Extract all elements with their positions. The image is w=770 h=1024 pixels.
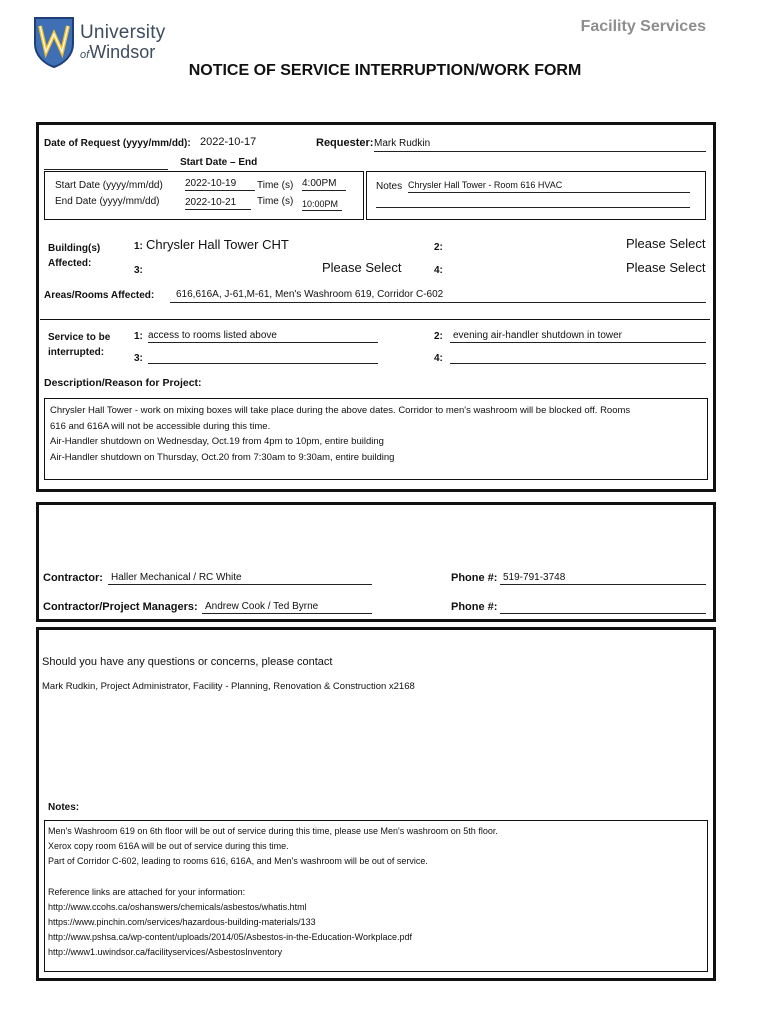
- description-line: 616 and 616A will not be accessible during this time.: [50, 420, 271, 432]
- building-4-select[interactable]: Please Select: [626, 260, 706, 275]
- service-label-2: interrupted:: [48, 347, 105, 358]
- building-2-select[interactable]: Please Select: [626, 236, 706, 251]
- date-of-request-value[interactable]: 2022-10-17: [200, 136, 257, 148]
- contractor-field[interactable]: Haller Mechanical / RC White: [108, 572, 372, 585]
- end-date-label: End Date (yyyy/mm/dd): [55, 196, 160, 207]
- notes-line: Men's Washroom 619 on 6th floor will be out of service during this time, please use Men's washroom on 5th floor.: [48, 826, 498, 836]
- reference-link[interactable]: http://www1.uwindsor.ca/facilityservices/AsbestosInventory: [48, 947, 283, 958]
- service-3-field[interactable]: [148, 351, 378, 364]
- reference-link[interactable]: https://www.pinchin.com/services/hazardous-building-materials/133: [48, 917, 316, 928]
- description-text: [50, 403, 704, 465]
- start-end-heading: Start Date – End: [180, 157, 258, 168]
- notes-heading: Notes:: [48, 802, 80, 813]
- description-line: Chrysler Hall Tower - work on mixing boxes will take place during the above dates. Corridor to men's washroom will be blocked off. Rooms: [50, 405, 631, 416]
- logo-university-text: University: [80, 22, 166, 43]
- end-time-label: Time (s): [257, 196, 294, 207]
- reference-link[interactable]: http://www.pshsa.ca/wp-content/uploads/2014/05/Asbestos-in-the-Education-Workplace.pdf: [48, 932, 413, 943]
- phone-label: Phone #:: [451, 572, 498, 584]
- date-of-request-label: Date of Request (yyyy/mm/dd):: [44, 138, 191, 149]
- notes-line: Reference links are attached for your information:: [48, 886, 246, 897]
- start-end-underline: [44, 157, 168, 170]
- description-line: Air-Handler shutdown on Thursday, Oct.20 from 7:30am to 9:30am, entire building: [50, 451, 395, 463]
- start-date-label: Start Date (yyyy/mm/dd): [55, 180, 163, 191]
- service-4-number: 4:: [434, 353, 443, 364]
- service-2-field[interactable]: evening air-handler shutdown in tower: [450, 330, 706, 343]
- university-shield-icon: [33, 16, 75, 68]
- service-label: Service to be: [48, 332, 111, 343]
- notes-line: [48, 870, 702, 885]
- description-label: Description/Reason for Project:: [44, 377, 202, 389]
- description-line: Air-Handler shutdown on Wednesday, Oct.19 from 4pm to 10pm, entire building: [50, 436, 384, 447]
- service-4-field[interactable]: [450, 351, 706, 364]
- service-1-field[interactable]: access to rooms listed above: [148, 330, 378, 343]
- requester-field[interactable]: Mark Rudkin: [374, 138, 706, 152]
- managers-field[interactable]: Andrew Cook / Ted Byrne: [202, 601, 372, 614]
- start-time-label: Time (s): [257, 180, 294, 191]
- contact-intro: Should you have any questions or concerns, please contact: [42, 656, 333, 668]
- service-box: [40, 319, 710, 372]
- areas-label: Areas/Rooms Affected:: [44, 290, 155, 301]
- end-date-field[interactable]: 2022-10-21: [185, 197, 251, 210]
- department-label: Facility Services: [580, 18, 706, 35]
- phone2-field[interactable]: [500, 601, 706, 614]
- service-2-number: 2:: [434, 331, 443, 342]
- building-4-number: 4:: [434, 265, 443, 276]
- requester-label: Requester:: [316, 137, 374, 149]
- notes-field[interactable]: Chrysler Hall Tower - Room 616 HVAC: [408, 180, 690, 193]
- notes-label: Notes: [376, 181, 403, 192]
- service-3-number: 3:: [134, 353, 143, 364]
- notes-line: Xerox copy room 616A will be out of service during this time.: [48, 841, 289, 852]
- building-2-number: 2:: [434, 242, 443, 253]
- notes-line: Part of Corridor C-602, leading to rooms 616, 616A, and Men's washroom will be out of service.: [48, 856, 428, 867]
- phone2-label: Phone #:: [451, 601, 498, 613]
- buildings-label-2: Affected:: [48, 258, 92, 269]
- building-3-select[interactable]: Please Select: [322, 260, 402, 275]
- building-3-number: 3:: [134, 265, 143, 276]
- notes-text: [48, 824, 702, 961]
- reference-link[interactable]: http://www.ccohs.ca/oshanswers/chemicals/asbestos/whatis.html: [48, 901, 307, 912]
- contractor-label: Contractor:: [43, 572, 103, 584]
- start-time-field[interactable]: 4:00PM: [302, 178, 346, 191]
- logo-windsor-text: ofWindsor: [80, 42, 156, 62]
- start-date-field[interactable]: 2022-10-19: [185, 178, 255, 191]
- areas-field[interactable]: 616,616A, J-61,M-61, Men's Washroom 619, Corridor C-602: [170, 289, 706, 303]
- service-1-number: 1:: [134, 331, 143, 342]
- end-time-field[interactable]: 10:00PM: [302, 199, 342, 211]
- building-1-select[interactable]: Chrysler Hall Tower CHT: [146, 237, 289, 252]
- notes-field-line2[interactable]: [376, 196, 690, 208]
- contact-person: Mark Rudkin, Project Administrator, Facility - Planning, Renovation & Construction x2168: [42, 681, 415, 692]
- page-title: NOTICE OF SERVICE INTERRUPTION/WORK FORM: [188, 62, 582, 79]
- building-1-number: 1:: [134, 241, 143, 252]
- buildings-label: Building(s): [48, 243, 101, 254]
- managers-label: Contractor/Project Managers:: [43, 601, 198, 613]
- phone-field[interactable]: 519-791-3748: [500, 572, 706, 585]
